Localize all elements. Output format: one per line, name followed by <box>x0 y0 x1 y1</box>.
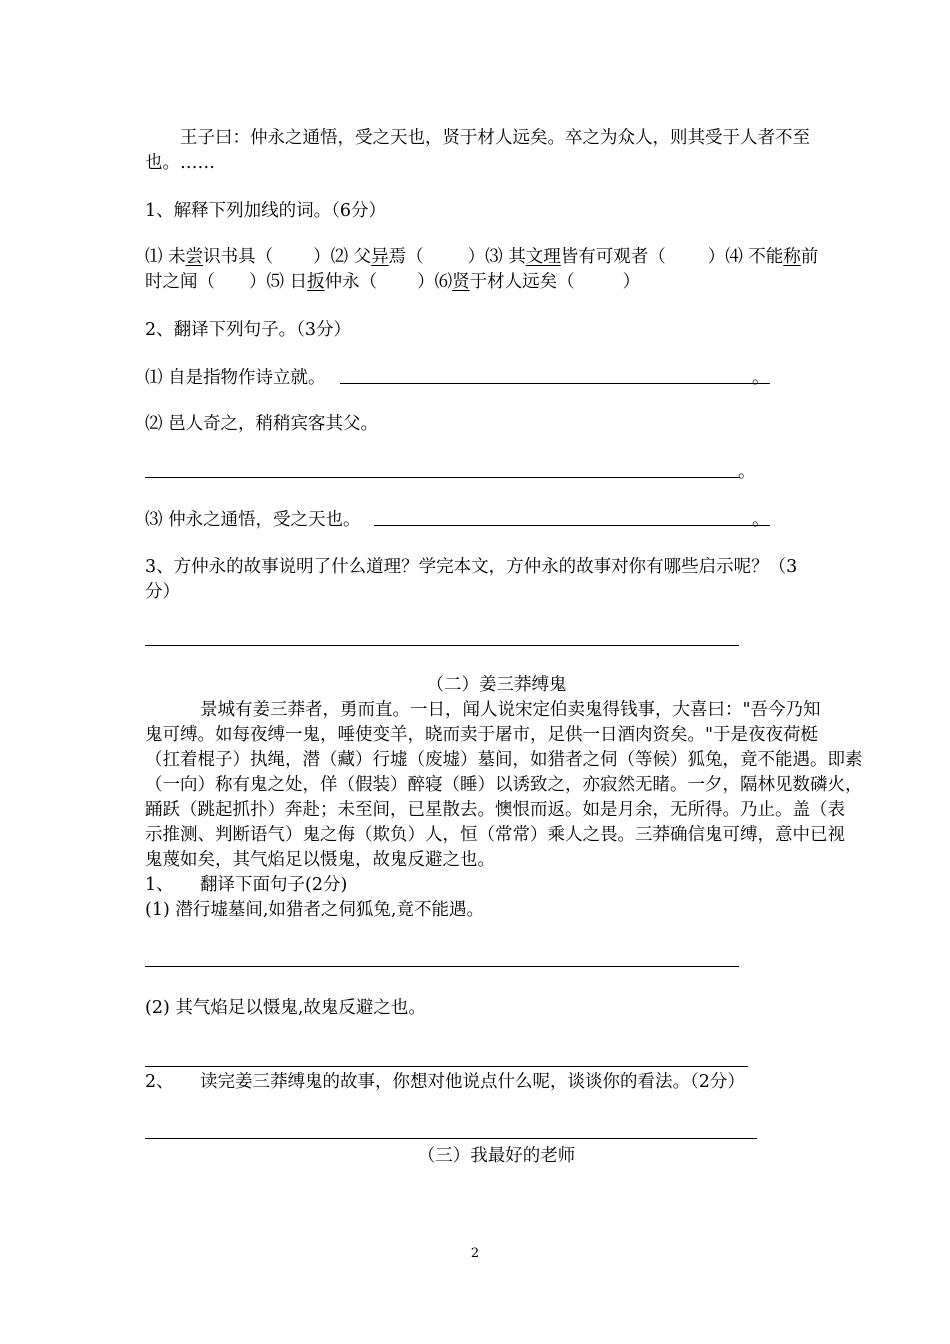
q1-item3-prefix: ）⑶ 其 <box>467 247 526 267</box>
q1-item1-prefix: ⑴ 未 <box>145 247 186 267</box>
q2-sentence1: ⑴ 自是指物作诗立就。 <box>145 368 326 388</box>
s2-q1-answer-line1[interactable] <box>145 966 739 967</box>
q1-item6-prefix: ）⑹ <box>417 272 453 292</box>
closing-text-line2: 也。…… <box>145 153 215 173</box>
q1-item4-word: 称 <box>783 247 801 267</box>
s2-q2-answer-line[interactable] <box>145 1138 757 1139</box>
q1-item1-rest: 识书具（ <box>203 247 274 267</box>
q1-item6-close: ） <box>622 272 641 292</box>
q2-period3: 。 <box>752 510 770 530</box>
s2-question2: 读完姜三莽缚鬼的故事，你想对他说点什么呢，谈谈你的看法。（2分） <box>200 1072 745 1092</box>
passage-line3: （扛着棍子）执绳，潜（藏）行墟（废墟）墓间，如猎者之伺（等候）狐兔，竟不能遇。即素 <box>145 750 863 770</box>
q1-item2-rest: 焉（ <box>388 247 424 267</box>
q3-answer-line[interactable] <box>145 645 739 646</box>
question-2: 2、翻译下列句子。（3分） <box>145 320 352 340</box>
q2-sentence3: ⑶ 仲永之通悟，受之天也。 <box>145 510 361 530</box>
q1-item2-prefix: ）⑵ 父 <box>313 247 372 267</box>
q1-item6-word: 贤 <box>452 272 470 292</box>
q1-item5-prefix: ）⑸ 日 <box>249 272 308 292</box>
question-3-line1: 3、方仲永的故事说明了什么道理？学完本文，方仲永的故事对你有哪些启示呢？（3 <box>145 557 798 577</box>
section3-heading: （三）我最好的老师 <box>417 1146 576 1166</box>
q1-items-line2 <box>145 270 640 294</box>
q1-item2-word: 异 <box>371 247 389 267</box>
s2-question1-number: 1、 <box>145 875 174 895</box>
q2-answer-line3[interactable] <box>374 525 770 526</box>
s2-question2-number: 2、 <box>145 1072 174 1092</box>
q1-item4-prefix: ）⑷ 不能 <box>707 247 784 267</box>
q2-period2: 。 <box>738 462 756 482</box>
q2-answer-line1[interactable] <box>340 383 770 384</box>
passage-line2: 鬼可缚。如每夜缚一鬼，唾使变羊，晓而卖于屠市，足供一日酒肉资矣。"于是夜夜荷梃 <box>145 725 819 745</box>
q2-answer-line2[interactable] <box>145 477 740 478</box>
q1-item3-word: 文理 <box>525 247 561 267</box>
s2-q1-answer-line2[interactable] <box>145 1066 748 1067</box>
q1-item6-rest: 于材人远矣（ <box>469 272 575 292</box>
q1-item4-rest: 前 <box>800 247 819 267</box>
closing-text-line1: 王子曰：仲永之通悟，受之天也，贤于材人远矣。卒之为众人，则其受于人者不至 <box>180 128 810 148</box>
s2-q1-sentence2: (2) 其气焰足以慑鬼,故鬼反避之也。 <box>145 998 426 1018</box>
passage-line7: 鬼蔑如矣，其气焰足以慑鬼，故鬼反避之也。 <box>145 850 495 870</box>
q1-item5-word: 扳 <box>307 272 325 292</box>
q2-period1: 。 <box>752 368 770 388</box>
passage-line5: 踊跃（跳起抓扑）奔赴；未至间，已星散去。懊恨而返。如是月余，无所得。乃止。盖（表 <box>145 800 845 820</box>
q1-items-line1 <box>145 245 818 269</box>
s2-question1: 翻译下面句子(2分) <box>200 875 348 895</box>
passage-line1: 景城有姜三莽者，勇而直。一日，闻人说宋定伯卖鬼得钱事，大喜曰："吾今乃知 <box>200 700 821 720</box>
q1-item5-rest: 仲永（ <box>324 272 378 292</box>
question-3-line2: 分） <box>145 582 180 602</box>
passage-line4: （一向）称有鬼之处，佯（假装）醉寝（睡）以诱致之，亦寂然无睹。一夕，隔林见数磷火， <box>145 775 863 795</box>
q1-item3-rest: 皆有可观者（ <box>560 247 666 267</box>
page-number: 2 <box>470 1246 480 1261</box>
q2-sentence2: ⑵ 邑人奇之，稍稍宾客其父。 <box>145 414 379 434</box>
s2-q1-sentence1: (1) 潜行墟墓间,如猎者之伺狐兔,竟不能遇。 <box>145 900 484 920</box>
passage-line6: 示推测、判断语气）鬼之侮（欺负）人，恒（常常）乘人之畏。三莽确信鬼可缚，意中已视 <box>145 825 845 845</box>
section2-heading: （二）姜三莽缚鬼 <box>426 675 567 695</box>
q1-item4-cont: 时之闻（ <box>145 272 215 292</box>
q1-item1-word: 尝 <box>185 247 204 267</box>
question-1: 1、解释下列加线的词。（6分） <box>145 201 387 221</box>
